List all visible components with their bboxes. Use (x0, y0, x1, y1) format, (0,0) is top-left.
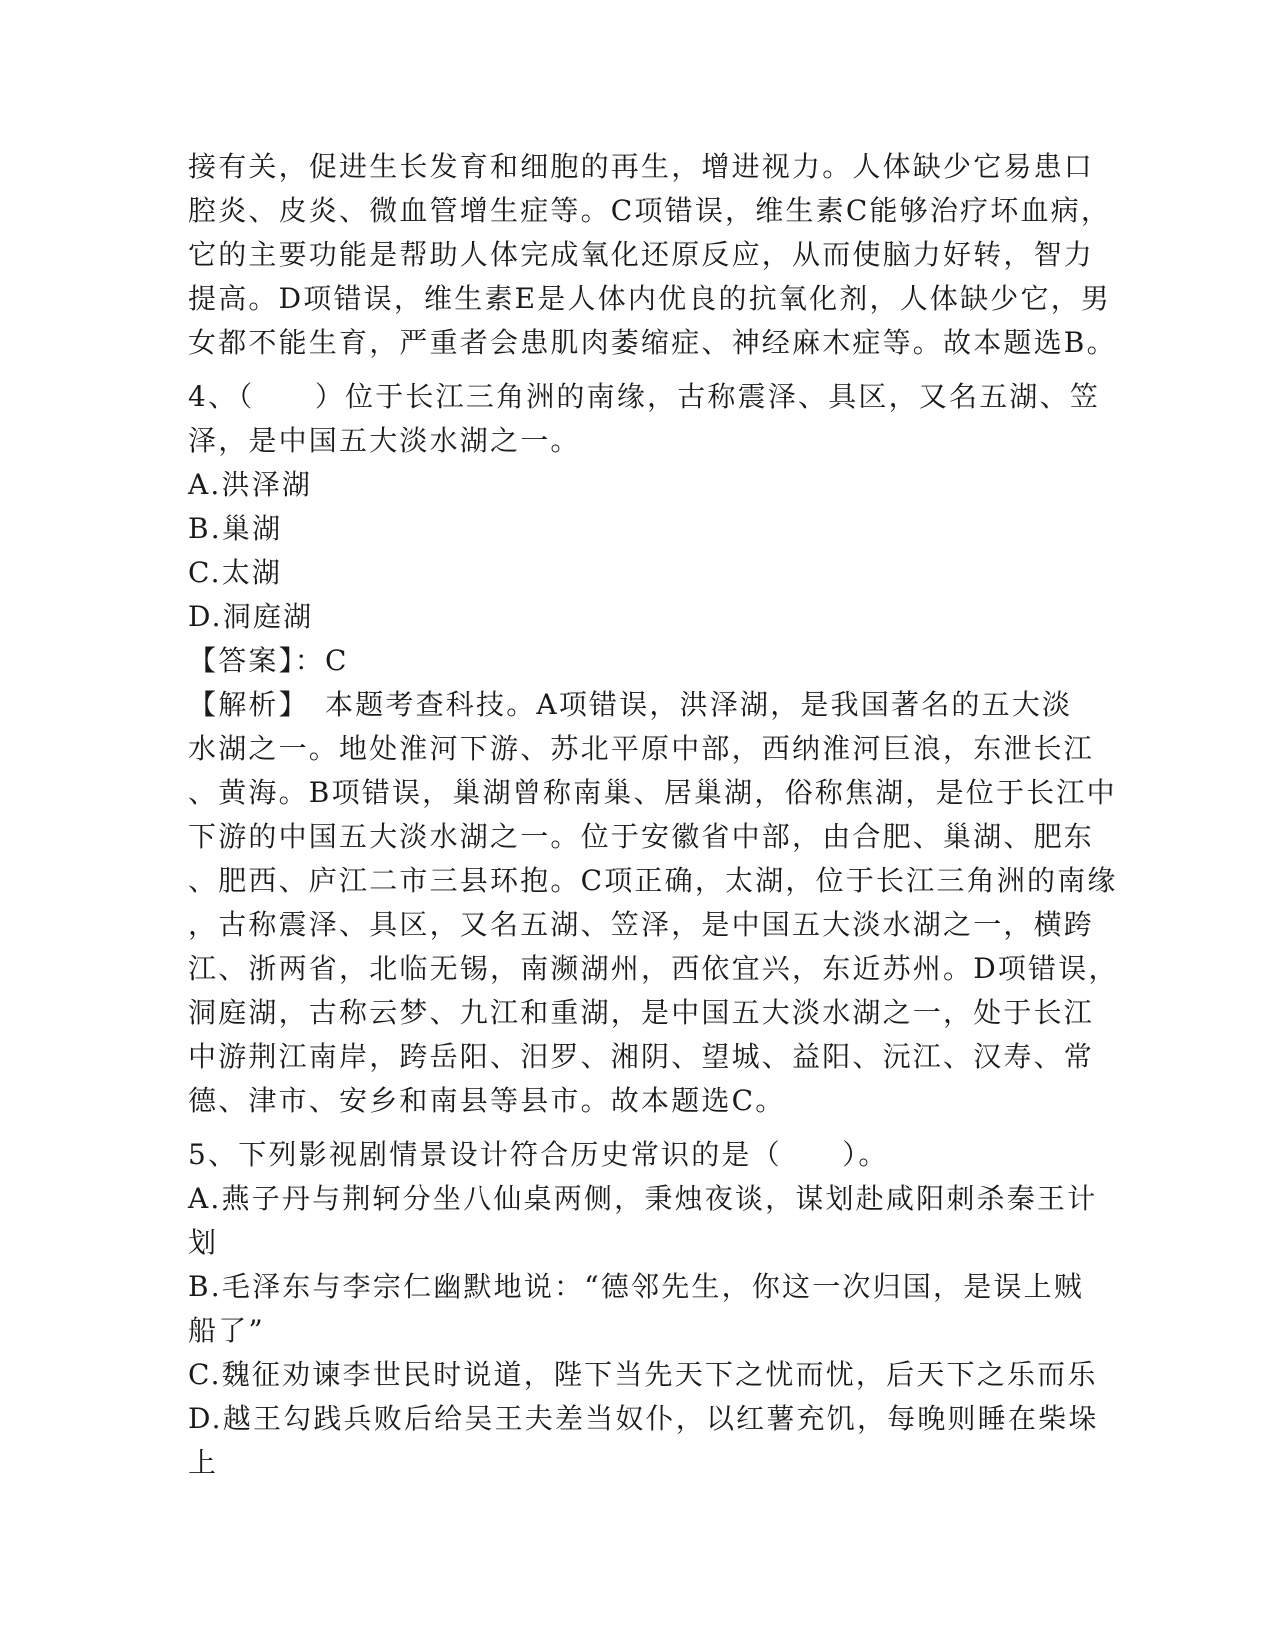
analysis-line: 洞庭湖，古称云梦、九江和重湖，是中国五大淡水湖之一，处于长江 (188, 996, 1095, 1029)
analysis-line: 下游的中国五大淡水湖之一。位于安徽省中部，由合肥、巢湖、肥东 (188, 820, 1095, 853)
text-line: 它的主要功能是帮助人体完成氧化还原反应，从而使脑力好转，智力 (188, 238, 1095, 271)
question-5 (188, 1133, 1099, 1485)
option-d: D.越王勾践兵败后给吴王夫差当奴仆，以红薯充饥，每晚则睡在柴垛 (188, 1402, 1099, 1435)
spacer (188, 1123, 1088, 1133)
option-b: B.巢湖 (188, 512, 283, 545)
document-page (188, 145, 1119, 1485)
analysis-line: 中游荆江南岸，跨岳阳、汨罗、湘阴、望城、益阳、沅江、汉寿、常 (188, 1040, 1095, 1073)
question-text: 5、下列影视剧情景设计符合历史常识的是（ ）。 (188, 1138, 889, 1171)
option-c: C.太湖 (188, 556, 283, 589)
option-b: B.毛泽东与李宗仁幽默地说：“德邻先生，你这一次归国，是误上贼 (188, 1270, 1084, 1303)
analysis-line: 德、津市、安乡和南县等县市。故本题选C。 (188, 1084, 786, 1117)
text-line: 腔炎、皮炎、微血管增生症等。C项错误，维生素C能够治疗坏血病， (188, 194, 1112, 227)
option-a: A.洪泽湖 (188, 468, 313, 501)
analysis-line: ，古称震泽、具区，又名五湖、笠泽，是中国五大淡水湖之一，横跨 (188, 908, 1095, 941)
analysis-line: 【解析】 本题考查科技。A项错误，洪泽湖，是我国著名的五大淡 (188, 688, 1073, 721)
text-line: 提高。D项错误，维生素E是人体内优良的抗氧化剂，人体缺少它，男 (188, 282, 1112, 315)
option-d: D.洞庭湖 (188, 600, 314, 633)
text-line: 接有关，促进生长发育和细胞的再生，增进视力。人体缺少它易患口 (188, 150, 1095, 183)
analysis-line: 、肥西、庐江二市三县环抱。C项正确，太湖，位于长江三角洲的南缘 (188, 864, 1118, 897)
question-text: 泽，是中国五大淡水湖之一。 (188, 424, 581, 457)
text-line: 女都不能生育，严重者会患肌肉萎缩症、神经麻木症等。故本题选B。 (188, 326, 1117, 359)
analysis-line: 水湖之一。地处淮河下游、苏北平原中部，西纳淮河巨浪，东泄长江 (188, 732, 1095, 765)
option-d-cont: 上 (188, 1446, 219, 1479)
spacer (188, 365, 1088, 375)
question-4 (188, 375, 1119, 1123)
analysis-line: 、黄海。B项错误，巢湖曾称南巢、居巢湖，俗称焦湖，是位于长江中 (188, 776, 1117, 809)
question-text: 4、（ ）位于长江三角洲的南缘，古称震泽、具区，又名五湖、笠 (188, 380, 1101, 413)
analysis-line: 江、浙两省，北临无锡，南濒湖州，西依宜兴，东近苏州。D项错误， (188, 952, 1119, 985)
answer: 【答案】：C (188, 644, 349, 677)
option-b-cont: 船了” (188, 1314, 265, 1347)
option-a: A.燕子丹与荆轲分坐八仙桌两侧，秉烛夜谈，谋划赴咸阳刺杀秦王计 (188, 1182, 1098, 1215)
option-c: C.魏征劝谏李世民时说道，陛下当先天下之忧而忧，后天下之乐而乐 (188, 1358, 1098, 1391)
prev-explanation (188, 145, 1117, 365)
option-a-cont: 划 (188, 1226, 219, 1259)
